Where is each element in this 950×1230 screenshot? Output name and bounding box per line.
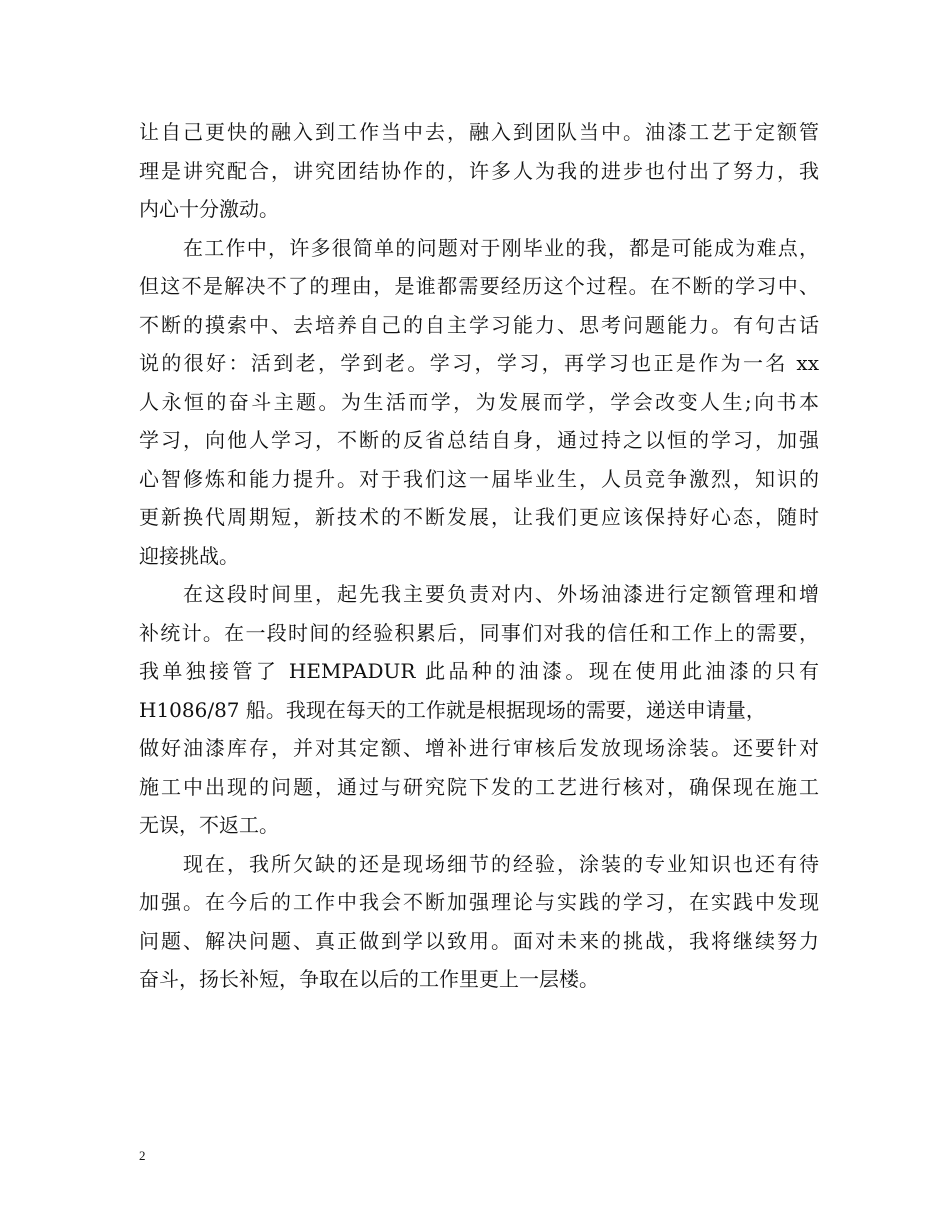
- text-line: 心智修炼和能力提升。对于我们这一届毕业生，人员竞争激烈，知识的: [139, 466, 819, 491]
- text-line: H1086/87 船。我现在每天的工作就是根据现场的需要，递送申请量，: [139, 697, 766, 722]
- text-line: 不断的摸索中、去培养自己的自主学习能力、思考问题能力。有句古话: [139, 312, 819, 337]
- text-line: 说的很好：活到老，学到老。学习，学习，再学习也正是作为一名 xx: [139, 351, 819, 375]
- text-line: 无误，不返工。: [139, 813, 279, 837]
- text-line: 人永恒的奋斗主题。为生活而学，为发展而学，学会改变人生;向书本: [139, 389, 819, 414]
- text-line: 施工中出现的问题，通过与研究院下发的工艺进行核对，确保现在施工: [139, 774, 819, 799]
- paragraph-first-line: 现在，我所欠缺的还是现场细节的经验，涂装的专业知识也还有待: [183, 851, 819, 876]
- body-text: [139, 113, 819, 999]
- text-line: 内心十分激动。: [139, 197, 279, 221]
- text-line: 理是讲究配合，讲究团结协作的，许多人为我的进步也付出了努力，我: [139, 158, 819, 183]
- page-number: 2: [139, 1148, 146, 1163]
- text-line: 但这不是解决不了的理由，是谁都需要经历这个过程。在不断的学习中、: [139, 274, 819, 298]
- text-line: 奋斗，扬长补短，争取在以后的工作里更上一层楼。: [139, 967, 599, 991]
- paragraph-first-line: 在工作中，许多很简单的问题对于刚毕业的我，都是可能成为难点，: [183, 235, 819, 260]
- text-line: 更新换代周期短，新技术的不断发展，让我们更应该保持好心态，随时: [139, 505, 819, 529]
- text-line: 做好油漆库存，并对其定额、增补进行审核后发放现场涂装。还要针对: [139, 736, 819, 760]
- text-line: 加强。在今后的工作中我会不断加强理论与实践的学习，在实践中发现: [139, 890, 819, 914]
- text-line: 学习，向他人学习，不断的反省总结自身，通过持之以恒的学习，加强: [139, 428, 819, 452]
- text-line: 我单独接管了 HEMPADUR 此品种的油漆。现在使用此油漆的只有: [139, 659, 819, 683]
- text-line: 迎接挑战。: [139, 543, 239, 568]
- text-line: 让自己更快的融入到工作当中去，融入到团队当中。油漆工艺于定额管: [139, 120, 819, 144]
- paragraph-first-line: 在这段时间里，起先我主要负责对内、外场油漆进行定额管理和增: [183, 582, 819, 606]
- text-line: 问题、解决问题、真正做到学以致用。面对未来的挑战，我将继续努力: [139, 928, 819, 953]
- text-line: 补统计。在一段时间的经验积累后，同事们对我的信任和工作上的需要，: [139, 620, 819, 645]
